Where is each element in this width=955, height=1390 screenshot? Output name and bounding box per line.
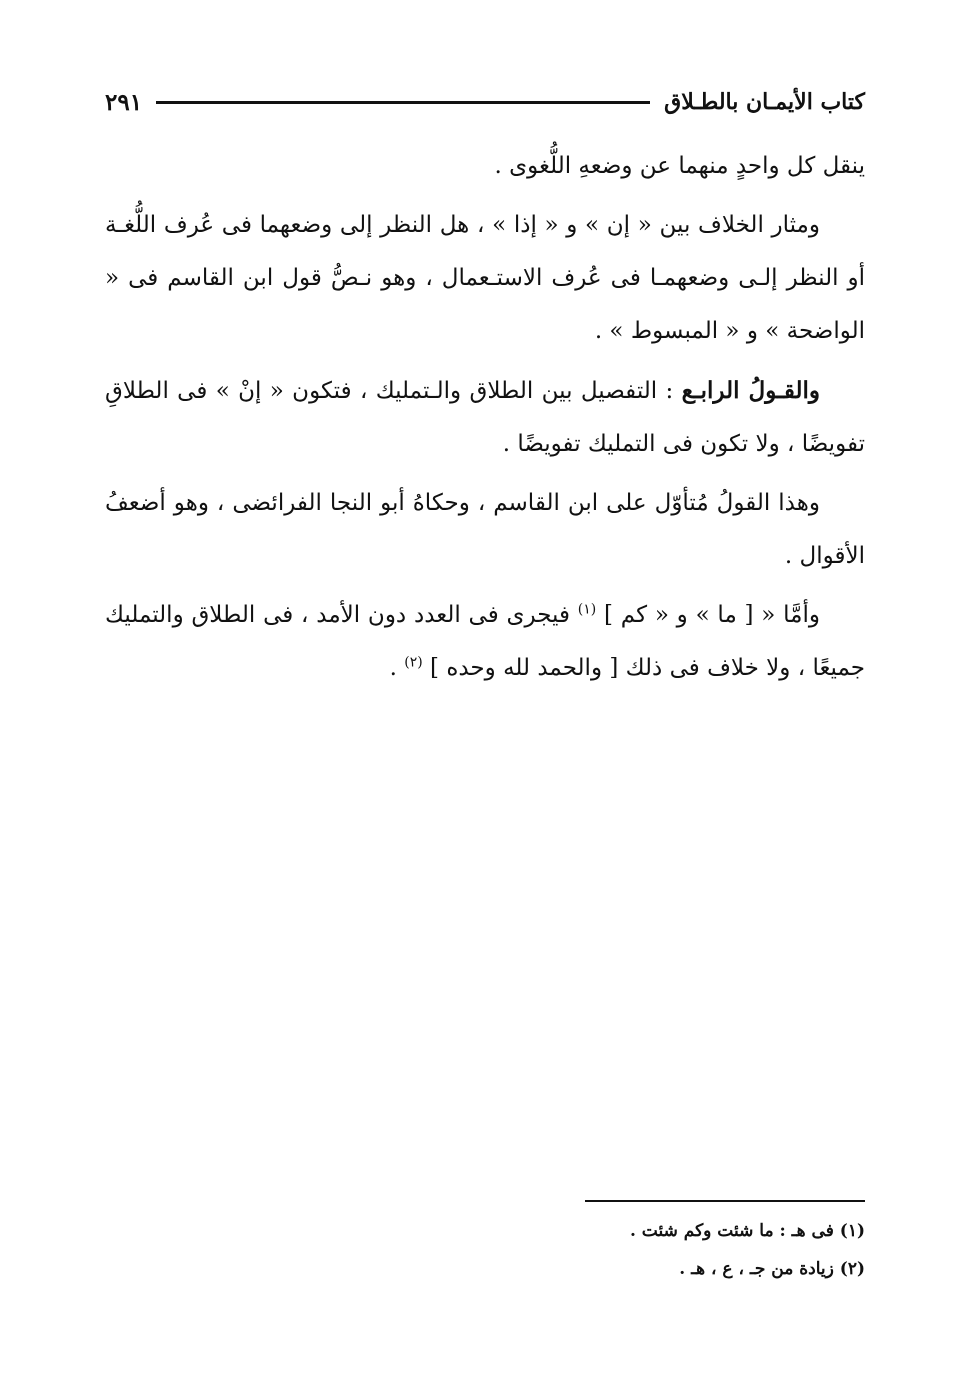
footnote-1: (١) فى هـ : ما شئت وكم شئت .	[629, 1221, 865, 1241]
running-header	[105, 82, 865, 122]
paragraph-5-part-a: وأمَّا « [ ما » و « كم ]	[596, 602, 820, 628]
paragraph-4: وهذا القولُ مُتأوّل على ابن القاسم ، وحكاهُ أبو النجا الفرائضى ، وهو أضعفُ الأقوال .	[105, 490, 865, 569]
page-number: ٢٩١	[105, 88, 143, 116]
paragraph-5-part-b: فيجرى فى العدد دون الأمد ، فى الطلاق والتمليك جميعًا ، ولا خلاف فى ذلك [ والحمد لله وحده ]	[105, 602, 865, 681]
paragraph-3	[105, 364, 865, 471]
footnotes	[105, 1212, 865, 1288]
paragraph-1: ينقل كل واحدٍ منهما عن وضعهِ اللُّغوى .	[494, 153, 865, 179]
footnote-ref-1: (١)	[577, 601, 597, 618]
header-title: كتاب الأيمـان بالطـلاق	[664, 89, 865, 115]
footnote-ref-2: (٢)	[404, 654, 423, 671]
header-rule	[156, 101, 650, 104]
paragraph-5-part-c: .	[389, 655, 405, 681]
paragraph-5	[105, 589, 865, 695]
main-text	[105, 140, 865, 701]
footnote-rule	[585, 1200, 865, 1202]
paragraph-2: ومثار الخلاف بين « إن » و « إذا » ، هل النظر إلى وضعهما فى عُرف اللُّغـة أو النظر إلـى وضعهمـا فى عُرف الاستـعمال ، وهو نـصُّ قول ابن القاسم فى « الواضحة » و « المبسوط » .	[105, 212, 865, 344]
footnote-2: (٢) زيادة من جـ ، ع ، هـ .	[679, 1259, 865, 1279]
paragraph-3-rest: : التفصيل بين الطلاق والـتمليك ، فتكون « إنْ » فى الطلاقِ تفويضًا ، ولا تكون فى التمليك تفويضًا .	[105, 378, 865, 457]
paragraph-3-lead: والقـولُ الرابـع	[681, 377, 821, 404]
